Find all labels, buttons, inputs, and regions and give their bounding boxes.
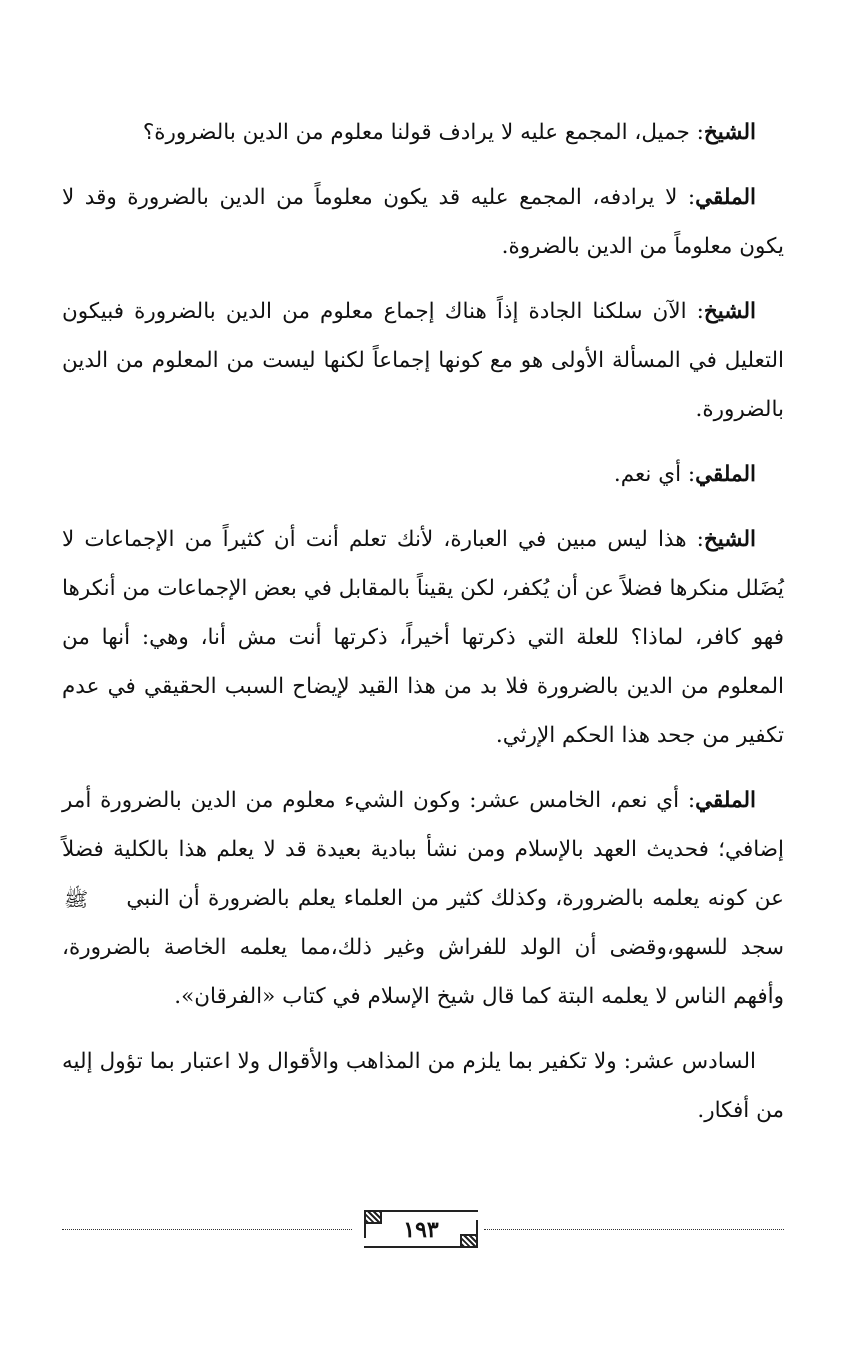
speaker-label: الملقي xyxy=(695,788,756,813)
paragraph-5 xyxy=(62,515,784,760)
paragraph-text: : جميل، المجمع عليه لا يرادف قولنا معلوم من الدين بالضرورة؟ xyxy=(142,120,704,145)
speaker-label: الشيخ xyxy=(703,299,756,324)
salutation-glyph: ﷺ xyxy=(64,887,89,911)
footer-dotted-rule-left xyxy=(62,1229,352,1230)
paragraph-text: السادس عشر: ولا تكفير بما يلزم من المذاهب والأقوال ولا اعتبار بما تؤول إليه من أفكار. xyxy=(62,1049,784,1123)
paragraph-text: : هذا ليس مبين في العبارة، لأنك تعلم أنت أن كثيراً من الإجماعات لا يُضَلل منكرها فضلاً عن أن يُكفر، لكن يقيناً بالمقابل في بعض الإجماعات من أنكرها فهو كافر، لماذا؟ للعلة التي ذكرتها أخيراً، ذكرتها أنت مش أنا، وهي: أنها من المعلوم من الدين بالضرورة فلا بد من هذا القيد لإيضاح السبب الحقيقي في عدم تكفير من جحد هذا الحكم الإرثي. xyxy=(62,527,784,748)
page-number-frame xyxy=(364,1210,478,1248)
paragraph-3 xyxy=(62,287,784,434)
paragraph-2 xyxy=(62,173,784,271)
document-body xyxy=(62,108,784,1151)
speaker-label: الملقي xyxy=(695,462,756,487)
footer-dotted-rule-right xyxy=(484,1229,784,1230)
paragraph-text: : أي نعم. xyxy=(613,462,696,487)
speaker-label: الشيخ xyxy=(703,120,756,145)
paragraph-text: : لا يرادفه، المجمع عليه قد يكون معلوماً من الدين بالضرورة وقد لا يكون معلوماً من الدين بالضروة. xyxy=(62,185,784,259)
paragraph-7 xyxy=(62,1037,784,1135)
paragraph-6 xyxy=(62,776,784,1021)
page-footer xyxy=(62,1208,784,1252)
paragraph-4 xyxy=(62,450,784,499)
paragraph-1 xyxy=(62,108,784,157)
paragraph-text: : الآن سلكنا الجادة إذاً هناك إجماع معلوم من الدين بالضرورة فبيكون التعليل في المسألة الأولى هو مع كونها إجماعاً لكنها ليست من المعلوم من الدين بالضرورة. xyxy=(62,299,784,422)
paragraph-text-continued: سجد للسهو،وقضى أن الولد للفراش وغير ذلك،مما يعلمه الخاصة بالضرورة، وأفهم الناس لا يعلمه البتة كما قال شيخ الإسلام في كتاب «الفرقان». xyxy=(62,935,784,1009)
speaker-label: الملقي xyxy=(695,185,756,210)
speaker-label: الشيخ xyxy=(703,527,756,552)
paragraph-text: : أي نعم، الخامس عشر: وكون الشيء معلوم من الدين بالضرورة أمر إضافي؛ فحديث العهد بالإسلام ومن نشأ ببادية بعيدة قد لا يعلم هذا بالكلية فضلاً عن كونه يعلمه بالضرورة، وكذلك كثير من العلماء يعلم بالضرورة أن النبي xyxy=(62,788,784,911)
page-number: ١٩٣ xyxy=(403,1217,439,1243)
